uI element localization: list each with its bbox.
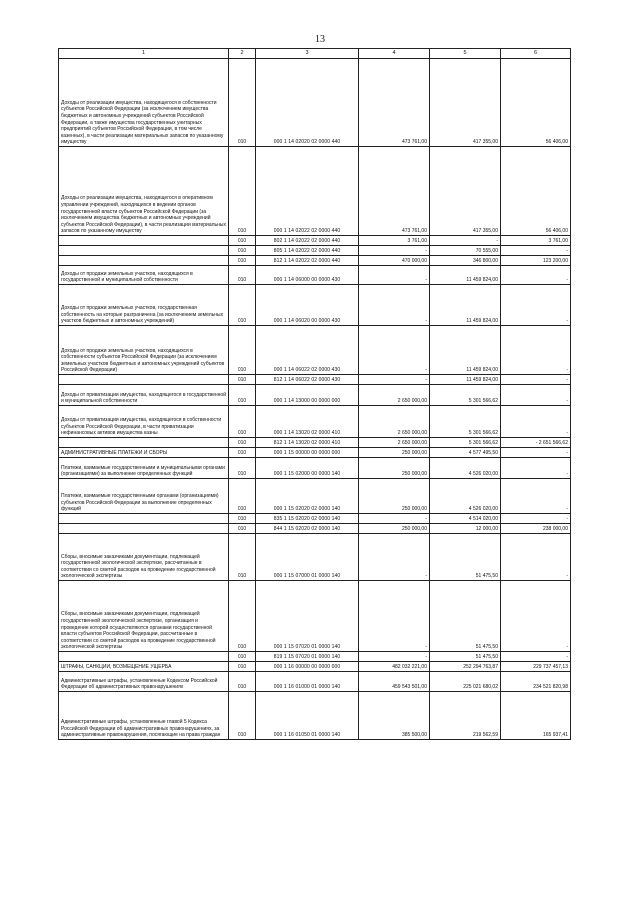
row-line-code: 010 bbox=[229, 59, 256, 147]
row-approved-amount: 250 000,00 bbox=[359, 458, 430, 479]
row-approved-amount: - bbox=[359, 326, 430, 375]
row-budget-code: 000 1 14 06000 00 0000 430 bbox=[256, 266, 359, 285]
row-approved-amount: 385 500,00 bbox=[359, 692, 430, 740]
row-unexecuted-amount: - bbox=[501, 448, 571, 458]
column-header: 5 bbox=[430, 49, 501, 59]
row-approved-amount: - bbox=[359, 581, 430, 652]
column-header: 4 bbox=[359, 49, 430, 59]
row-executed-amount: 5 301 566,62 bbox=[430, 438, 501, 448]
table-row bbox=[59, 534, 571, 581]
row-line-code: 010 bbox=[229, 385, 256, 406]
row-executed-amount: 225 021 680,02 bbox=[430, 672, 501, 692]
row-unexecuted-amount: - bbox=[501, 385, 571, 406]
table-row bbox=[59, 438, 571, 448]
row-approved-amount: 2 650 000,00 bbox=[359, 385, 430, 406]
row-budget-code: 000 1 14 02020 02 0000 440 bbox=[256, 59, 359, 147]
row-budget-code: 000 1 16 00000 00 0000 000 bbox=[256, 662, 359, 672]
row-line-code: 010 bbox=[229, 246, 256, 256]
row-executed-amount: - bbox=[430, 236, 501, 246]
row-approved-amount: - bbox=[359, 375, 430, 385]
row-budget-code: 000 1 14 13000 00 0000 000 bbox=[256, 385, 359, 406]
row-unexecuted-amount: - bbox=[501, 285, 571, 326]
row-budget-code: 000 1 16 01000 01 0000 140 bbox=[256, 672, 359, 692]
row-budget-code: 844 1 15 02020 02 0000 140 bbox=[256, 524, 359, 534]
row-unexecuted-amount: - bbox=[501, 652, 571, 662]
row-line-code: 010 bbox=[229, 662, 256, 672]
row-description: ШТРАФЫ, САНКЦИИ, ВОЗМЕЩЕНИЕ УЩЕРБА bbox=[59, 662, 229, 672]
row-line-code: 010 bbox=[229, 326, 256, 375]
row-unexecuted-amount: 3 761,00 bbox=[501, 236, 571, 246]
table-row bbox=[59, 375, 571, 385]
row-executed-amount: 5 301 566,62 bbox=[430, 385, 501, 406]
row-description bbox=[59, 246, 229, 256]
row-unexecuted-amount: - bbox=[501, 326, 571, 375]
row-description: Доходы от реализации имущества, находящегося в собственности субъектов Российской Федерации (за исключением имущества бюджетных и автономных учреждений субъектов Российской Федерации, а также имущества государственных унитарных предприятий субъектов Российской Федерации, в том числе казенных), в части реализации материальных запасов по указанному имуществу bbox=[59, 59, 229, 147]
row-executed-amount: 252 294 763,87 bbox=[430, 662, 501, 672]
row-executed-amount: 51 475,50 bbox=[430, 534, 501, 581]
row-approved-amount: 250 000,00 bbox=[359, 479, 430, 514]
row-line-code: 010 bbox=[229, 285, 256, 326]
row-line-code: 010 bbox=[229, 672, 256, 692]
table-row bbox=[59, 385, 571, 406]
row-line-code: 010 bbox=[229, 266, 256, 285]
row-unexecuted-amount: 229 737 457,13 bbox=[501, 662, 571, 672]
row-unexecuted-amount: - bbox=[501, 406, 571, 438]
row-line-code: 010 bbox=[229, 524, 256, 534]
row-unexecuted-amount: 56 406,00 bbox=[501, 147, 571, 236]
row-unexecuted-amount: 238 000,00 bbox=[501, 524, 571, 534]
row-approved-amount: 482 032 221,00 bbox=[359, 662, 430, 672]
row-executed-amount: 4 526 020,00 bbox=[430, 458, 501, 479]
row-budget-code: 812 1 14 02022 02 0000 440 bbox=[256, 256, 359, 266]
row-approved-amount: 470 000,00 bbox=[359, 256, 430, 266]
row-unexecuted-amount: - bbox=[501, 514, 571, 524]
row-description bbox=[59, 524, 229, 534]
table-row bbox=[59, 448, 571, 458]
row-unexecuted-amount: - bbox=[501, 458, 571, 479]
row-budget-code: 000 1 15 07020 01 0000 140 bbox=[256, 581, 359, 652]
row-description: Доходы от продажи земельных участков, находящихся в собственности субъектов Российской Федерации (за исключением земельных участков бюджетных и автономных учреждений субъектов Российской Федерации) bbox=[59, 326, 229, 375]
row-budget-code: 000 1 14 06022 02 0000 430 bbox=[256, 326, 359, 375]
row-description: Сборы, вносимые заказчиками документации, подлежащей государственной экологической экспертизе, рассчитанные в соответствии со сметой расходов на проведение государственной экологической экспертизы bbox=[59, 534, 229, 581]
row-line-code: 010 bbox=[229, 147, 256, 236]
row-description: Административные штрафы, установленные главой 5 Кодекса Российской Федерации об административных правонарушениях, за административные правонарушения, посягающие на права граждан bbox=[59, 692, 229, 740]
row-unexecuted-amount: - bbox=[501, 246, 571, 256]
row-description: Платежи, взимаемые государственными органами (организациями) субъектов Российской Федерации за выполнение определенных функций bbox=[59, 479, 229, 514]
column-header: 1 bbox=[59, 49, 229, 59]
table-row bbox=[59, 59, 571, 147]
row-description bbox=[59, 438, 229, 448]
row-executed-amount: 5 301 566,62 bbox=[430, 406, 501, 438]
row-description: Доходы от приватизации имущества, находящегося в государственной и муниципальной собственности bbox=[59, 385, 229, 406]
row-budget-code: 812 1 14 13020 02 0000 410 bbox=[256, 438, 359, 448]
row-approved-amount: 459 543 501,00 bbox=[359, 672, 430, 692]
table-row bbox=[59, 479, 571, 514]
row-executed-amount: 417 355,00 bbox=[430, 147, 501, 236]
row-unexecuted-amount: - bbox=[501, 479, 571, 514]
row-description: Доходы от продажи земельных участков, находящихся в государственной и муниципальной собственности bbox=[59, 266, 229, 285]
row-approved-amount: - bbox=[359, 514, 430, 524]
row-approved-amount: - bbox=[359, 285, 430, 326]
row-description bbox=[59, 256, 229, 266]
row-description: Доходы от приватизации имущества, находящегося в собственности субъектов Российской Федерации, в части приватизации нефинансовых активов имущества казны bbox=[59, 406, 229, 438]
row-approved-amount: - bbox=[359, 246, 430, 256]
table-row bbox=[59, 326, 571, 375]
row-budget-code: 819 1 15 07020 01 0000 140 bbox=[256, 652, 359, 662]
row-description bbox=[59, 375, 229, 385]
row-executed-amount: 11 459 824,00 bbox=[430, 326, 501, 375]
row-unexecuted-amount: 123 200,00 bbox=[501, 256, 571, 266]
row-approved-amount: 250 000,00 bbox=[359, 448, 430, 458]
row-budget-code: 812 1 14 06022 02 0000 430 bbox=[256, 375, 359, 385]
row-budget-code: 000 1 16 01050 01 0000 140 bbox=[256, 692, 359, 740]
row-description: Сборы, вносимые заказчиками документации, подлежащей государственной экологической экспертизе, организация и проведение которой осуществляются органами государственной власти субъектов Российской Федерации, рассчитанные в соответствии со сметой расходов на проведение государственной экологической экспертизы bbox=[59, 581, 229, 652]
row-approved-amount: - bbox=[359, 266, 430, 285]
row-line-code: 010 bbox=[229, 534, 256, 581]
row-executed-amount: 219 562,59 bbox=[430, 692, 501, 740]
row-line-code: 010 bbox=[229, 581, 256, 652]
row-budget-code: 805 1 14 02022 02 0000 440 bbox=[256, 246, 359, 256]
row-executed-amount: 4 577 495,50 bbox=[430, 448, 501, 458]
row-executed-amount: 4 526 020,00 bbox=[430, 479, 501, 514]
row-executed-amount: 11 459 824,00 bbox=[430, 285, 501, 326]
row-line-code: 010 bbox=[229, 652, 256, 662]
table-row bbox=[59, 692, 571, 740]
table-row bbox=[59, 246, 571, 256]
table-row bbox=[59, 266, 571, 285]
row-unexecuted-amount: 56 406,00 bbox=[501, 59, 571, 147]
column-header: 6 bbox=[501, 49, 571, 59]
row-unexecuted-amount: 165 937,41 bbox=[501, 692, 571, 740]
column-header: 2 bbox=[229, 49, 256, 59]
header-row bbox=[59, 49, 571, 59]
row-approved-amount: 473 761,00 bbox=[359, 147, 430, 236]
row-executed-amount: 4 514 020,00 bbox=[430, 514, 501, 524]
row-budget-code: 000 1 14 06020 00 0000 430 bbox=[256, 285, 359, 326]
table-row bbox=[59, 662, 571, 672]
row-executed-amount: 51 475,50 bbox=[430, 652, 501, 662]
row-executed-amount: 417 355,00 bbox=[430, 59, 501, 147]
row-description: АДМИНИСТРАТИВНЫЕ ПЛАТЕЖИ И СБОРЫ bbox=[59, 448, 229, 458]
row-line-code: 010 bbox=[229, 375, 256, 385]
row-unexecuted-amount: - bbox=[501, 581, 571, 652]
row-unexecuted-amount: 234 521 820,98 bbox=[501, 672, 571, 692]
row-line-code: 010 bbox=[229, 256, 256, 266]
row-executed-amount: 12 000,00 bbox=[430, 524, 501, 534]
row-line-code: 010 bbox=[229, 514, 256, 524]
row-budget-code: 835 1 15 02020 02 0000 140 bbox=[256, 514, 359, 524]
row-approved-amount: 3 761,00 bbox=[359, 236, 430, 246]
page-number: 13 bbox=[315, 34, 325, 45]
row-line-code: 010 bbox=[229, 448, 256, 458]
row-line-code: 010 bbox=[229, 458, 256, 479]
row-budget-code: 000 1 15 02000 00 0000 140 bbox=[256, 458, 359, 479]
row-executed-amount: 51 475,50 bbox=[430, 581, 501, 652]
row-approved-amount: 473 761,00 bbox=[359, 59, 430, 147]
row-line-code: 010 bbox=[229, 236, 256, 246]
row-budget-code: 000 1 14 02022 02 0000 440 bbox=[256, 147, 359, 236]
row-description bbox=[59, 514, 229, 524]
row-budget-code: 000 1 15 00000 00 0000 000 bbox=[256, 448, 359, 458]
row-executed-amount: 346 800,00 bbox=[430, 256, 501, 266]
row-line-code: 010 bbox=[229, 479, 256, 514]
table-row bbox=[59, 652, 571, 662]
row-description: Административные штрафы, установленные Кодексом Российской Федерации об административных правонарушениях bbox=[59, 672, 229, 692]
row-executed-amount: 11 459 824,00 bbox=[430, 375, 501, 385]
row-approved-amount: - bbox=[359, 652, 430, 662]
table-row bbox=[59, 672, 571, 692]
row-description bbox=[59, 652, 229, 662]
table-row bbox=[59, 581, 571, 652]
row-budget-code: 000 1 14 13020 02 0000 410 bbox=[256, 406, 359, 438]
row-budget-code: 802 1 14 02022 02 0000 440 bbox=[256, 236, 359, 246]
table-row bbox=[59, 236, 571, 246]
table-row bbox=[59, 524, 571, 534]
row-unexecuted-amount: - bbox=[501, 266, 571, 285]
row-description: Платежи, взимаемые государственными и муниципальными органами (организациями) за выполнение определенных функций bbox=[59, 458, 229, 479]
table-row bbox=[59, 406, 571, 438]
row-description bbox=[59, 236, 229, 246]
row-line-code: 010 bbox=[229, 406, 256, 438]
row-budget-code: 000 1 15 02020 02 0000 140 bbox=[256, 479, 359, 514]
table-row bbox=[59, 458, 571, 479]
column-header: 3 bbox=[256, 49, 359, 59]
row-approved-amount: 2 650 000,00 bbox=[359, 406, 430, 438]
row-budget-code: 000 1 15 07000 01 0000 140 bbox=[256, 534, 359, 581]
income-report-table bbox=[58, 48, 571, 740]
row-line-code: 010 bbox=[229, 438, 256, 448]
row-approved-amount: 250 000,00 bbox=[359, 524, 430, 534]
row-description: Доходы от реализации имущества, находящегося в оперативном управлении учреждений, находящихся в ведении органов государственной власти субъектов Российской Федерации (за исключением имущества бюджетных и автономных учреждений субъектов Российской Федерации), в части реализации материальных запасов по указанному имуществу bbox=[59, 147, 229, 236]
row-unexecuted-amount: - bbox=[501, 375, 571, 385]
row-approved-amount: 2 650 000,00 bbox=[359, 438, 430, 448]
table-row bbox=[59, 256, 571, 266]
row-approved-amount: - bbox=[359, 534, 430, 581]
row-executed-amount: 11 459 824,00 bbox=[430, 266, 501, 285]
table-row bbox=[59, 147, 571, 236]
row-line-code: 010 bbox=[229, 692, 256, 740]
table-row bbox=[59, 514, 571, 524]
row-unexecuted-amount: - bbox=[501, 534, 571, 581]
row-unexecuted-amount: - 2 651 566,62 bbox=[501, 438, 571, 448]
table-row bbox=[59, 285, 571, 326]
row-description: Доходы от продажи земельных участков, государственная собственность на которые разграничена (за исключением земельных участков бюджетных и автономных учреждений) bbox=[59, 285, 229, 326]
row-executed-amount: 70 555,00 bbox=[430, 246, 501, 256]
